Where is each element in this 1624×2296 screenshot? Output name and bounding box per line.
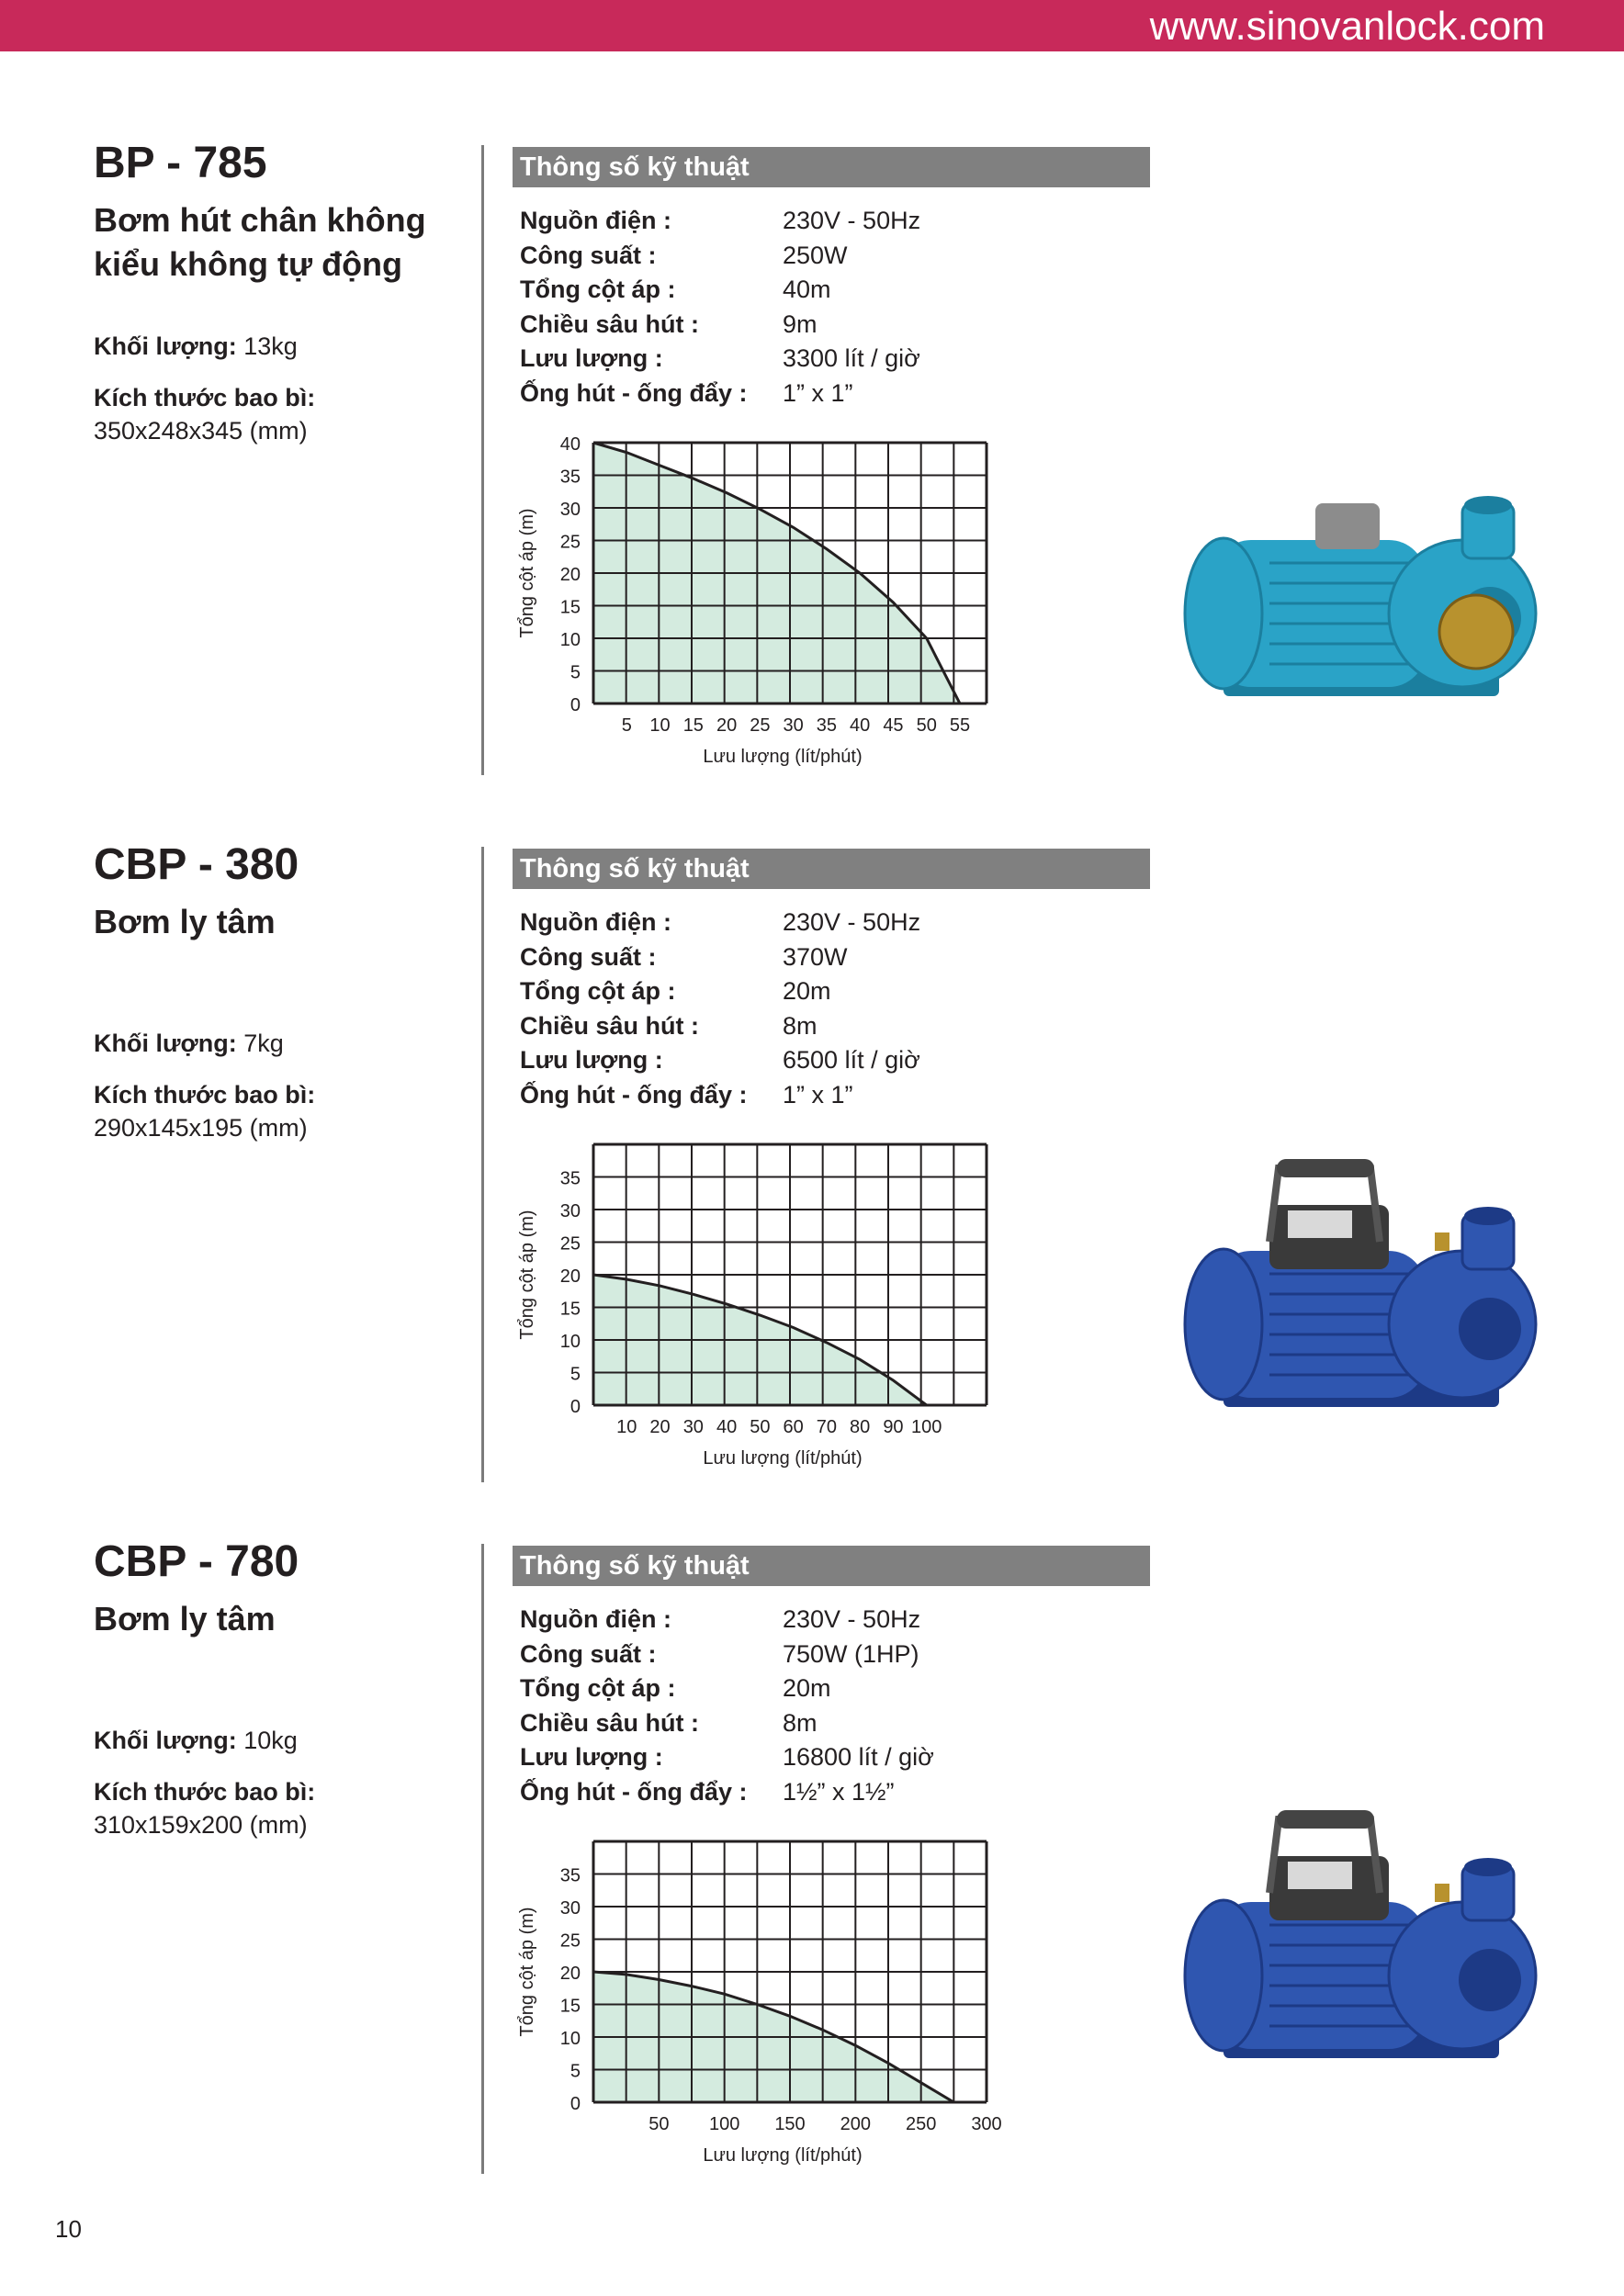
package-label: Kích thước bao bì: [94,1081,316,1109]
weight-value: 7kg [243,1030,284,1057]
chart-x-tick: 50 [648,2114,670,2134]
spec-row [520,239,1163,274]
spec-label: Công suất : [520,241,657,269]
chart-y-tick: 15 [559,1996,581,2017]
chart-y-tick: 40 [559,434,581,455]
chart-y-tick: 25 [559,1233,581,1255]
chart-x-tick: 90 [883,1417,904,1437]
spec-label: Tổng cột áp : [520,276,676,304]
spec-row [520,342,1163,377]
spec-row [520,974,1163,1009]
chart-y-tick: 20 [559,565,581,585]
spec-value: 1” x 1” [783,378,853,407]
package-label: Kích thước bao bì: [94,1778,316,1806]
pump-motor-end [1185,1900,1262,2051]
spec-row [520,1009,1163,1044]
chart-y-tick: 30 [559,500,581,520]
weight-value: 10kg [243,1727,298,1754]
chart-y-tick: 15 [559,597,581,618]
spec-label: Tổng cột áp : [520,977,676,1006]
chart-x-label: Lưu lượng (lít/phút) [703,747,863,767]
site-url[interactable]: www.sinovanlock.com [1149,4,1545,49]
spec-value: 1½” x 1½” [783,1777,895,1806]
chart-x-tick: 45 [883,715,904,736]
spec-row [520,1603,1163,1638]
spec-row [520,906,1163,940]
spec-header: Thông số kỹ thuật [513,147,1150,187]
chart-x-tick: 100 [911,1417,942,1437]
chart-x-tick: 250 [905,2114,937,2134]
spec-row [520,1078,1163,1113]
product-model: BP - 785 [94,139,267,187]
chart-y-tick: 10 [559,1332,581,1352]
spec-label: Lưu lượng : [520,344,663,373]
chart-y-tick: 10 [559,630,581,650]
chart-x-tick: 10 [649,715,671,736]
spec-label: Chiều sâu hút : [520,310,699,338]
product-type: Bơm ly tâm [94,1600,276,1638]
spec-label: Lưu lượng : [520,1743,663,1772]
chart-y-tick: 35 [559,1865,581,1886]
product-section [0,136,1624,797]
spec-row [520,273,1163,308]
chart-y-tick: 35 [559,1168,581,1189]
spec-label: Tổng cột áp : [520,1674,676,1703]
divider [481,145,484,775]
product-weight [94,331,298,362]
chart-y-tick: 0 [570,1397,581,1417]
spec-row [520,1775,1163,1810]
chart-y-tick: 30 [559,1201,581,1221]
chart-y-label: Tổng cột áp (m) [517,1907,537,2037]
performance-chart [496,1131,1010,1490]
chart-x-tick: 30 [682,1417,704,1437]
pump-switch-box [1315,503,1380,549]
package-value: 310x159x200 (mm) [94,1811,308,1839]
spec-value: 8m [783,1011,818,1040]
chart-x-label: Lưu lượng (lít/phút) [703,2145,863,2166]
pump-handle-grip [1277,1810,1374,1829]
chart-x-tick: 50 [916,715,937,736]
divider [481,847,484,1482]
chart-x-tick: 300 [971,2114,1002,2134]
chart-x-tick: 55 [949,715,971,736]
spec-row [520,1740,1163,1775]
pump-label-plate [1288,1210,1352,1238]
chart-y-tick: 20 [559,1964,581,1984]
spec-header: Thông số kỹ thuật [513,849,1150,889]
chart-x-tick: 5 [621,715,632,736]
chart-y-tick: 25 [559,532,581,553]
spec-value: 9m [783,310,818,338]
pump-brass-plug [1435,1884,1449,1902]
spec-label: Nguồn điện : [520,1605,671,1633]
chart-y-tick: 25 [559,1930,581,1952]
chart-x-tick: 20 [649,1417,671,1437]
package-value: 290x145x195 (mm) [94,1114,308,1142]
spec-label: Lưu lượng : [520,1046,663,1075]
spec-value: 6500 lít / giờ [783,1046,920,1075]
spec-table [520,1603,1163,1810]
spec-table [520,204,1163,411]
spec-value: 230V - 50Hz [783,908,921,936]
chart-y-tick: 10 [559,2029,581,2049]
performance-chart [496,430,1010,788]
chart-x-tick: 50 [750,1417,771,1437]
product-weight [94,1028,284,1059]
chart-x-tick: 35 [816,715,838,736]
pump-handle-grip [1277,1159,1374,1177]
pump-illustration [1185,496,1536,696]
product-model: CBP - 380 [94,840,299,889]
chart-y-tick: 5 [570,2061,581,2082]
spec-value: 20m [783,977,831,1006]
spec-value: 370W [783,942,848,971]
chart-x-tick: 60 [783,1417,804,1437]
spec-row [520,1043,1163,1078]
product-model: CBP - 780 [94,1537,299,1586]
spec-header: Thông số kỹ thuật [513,1546,1150,1586]
spec-row [520,204,1163,239]
chart-x-tick: 80 [850,1417,871,1437]
spec-value: 40m [783,276,831,304]
spec-value: 20m [783,1674,831,1703]
pump-inlet [1459,1298,1521,1360]
pump-illustration [1185,1810,1536,2058]
spec-value: 16800 lít / giờ [783,1743,934,1772]
chart-x-tick: 10 [616,1417,637,1437]
spec-table [520,906,1163,1113]
spec-value: 1” x 1” [783,1080,853,1109]
spec-row [520,308,1163,343]
spec-value: 750W (1HP) [783,1639,919,1668]
product-type: Bơm hút chân không kiểu không tự động [94,201,426,283]
pump-outlet-opening [1464,1207,1512,1225]
product-section [0,1535,1624,2196]
chart-x-tick: 15 [682,715,704,736]
chart-x-tick: 40 [850,715,871,736]
package-value: 350x248x345 (mm) [94,417,308,445]
spec-row [520,377,1163,411]
page-number: 10 [55,2215,82,2243]
spec-label: Công suất : [520,942,657,971]
pump-image [1159,1150,1563,1453]
chart-x-tick: 20 [716,715,738,736]
weight-label: Khối lượng: [94,1727,237,1754]
chart-y-tick: 15 [559,1299,581,1320]
chart-y-tick: 30 [559,1898,581,1919]
pump-brass-flange [1439,595,1513,669]
spec-row [520,1706,1163,1741]
header-bar [0,0,1624,51]
chart-y-tick: 20 [559,1266,581,1287]
spec-row [520,940,1163,975]
package-label: Kích thước bao bì: [94,384,316,411]
spec-label: Ống hút - ống đẩy : [520,1777,748,1806]
chart-y-tick: 5 [570,662,581,683]
pump-illustration [1185,1159,1536,1407]
spec-label: Chiều sâu hút : [520,1708,699,1737]
chart-y-label: Tổng cột áp (m) [517,1210,537,1340]
performance-chart [496,1829,1010,2187]
spec-value: 8m [783,1708,818,1737]
spec-label: Nguồn điện : [520,207,671,234]
product-type: Bơm ly tâm [94,903,276,940]
pump-label-plate [1288,1862,1352,1889]
pump-brass-plug [1435,1232,1449,1251]
chart-y-tick: 0 [570,2094,581,2114]
spec-value: 230V - 50Hz [783,1605,921,1633]
spec-value: 3300 lít / giờ [783,344,920,373]
chart-x-tick: 25 [750,715,771,736]
pump-inlet [1459,1949,1521,2011]
chart-x-tick: 200 [840,2114,872,2134]
pump-outlet-opening [1464,1858,1512,1876]
spec-row [520,1638,1163,1672]
pump-motor-end [1185,538,1262,689]
spec-row [520,1671,1163,1706]
chart-y-tick: 0 [570,695,581,715]
spec-value: 250W [783,241,848,269]
chart-y-label: Tổng cột áp (m) [517,508,537,638]
weight-value: 13kg [243,332,298,360]
spec-label: Nguồn điện : [520,908,671,936]
spec-label: Ống hút - ống đẩy : [520,1080,748,1109]
chart-x-tick: 100 [708,2114,740,2134]
weight-label: Khối lượng: [94,1030,237,1057]
chart-x-label: Lưu lượng (lít/phút) [703,1448,863,1469]
pump-image [1159,439,1563,742]
chart-y-tick: 5 [570,1364,581,1385]
chart-x-tick: 30 [783,715,804,736]
chart-x-tick: 70 [816,1417,838,1437]
chart-x-tick: 40 [716,1417,738,1437]
chart-y-tick: 35 [559,467,581,488]
chart-x-tick: 150 [774,2114,806,2134]
pump-motor-end [1185,1249,1262,1400]
spec-label: Ống hút - ống đẩy : [520,378,748,407]
pump-image [1159,1801,1563,2104]
weight-label: Khối lượng: [94,332,237,360]
divider [481,1544,484,2174]
product-weight [94,1725,298,1756]
pump-outlet-opening [1464,496,1512,514]
spec-label: Công suất : [520,1639,657,1668]
product-section [0,838,1624,1499]
spec-value: 230V - 50Hz [783,207,921,234]
spec-label: Chiều sâu hút : [520,1011,699,1040]
